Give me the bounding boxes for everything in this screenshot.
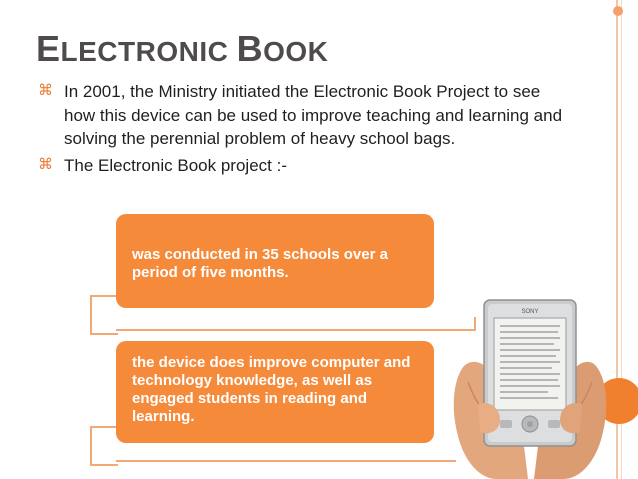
ebook-reader-icon [450, 296, 610, 479]
connector-line-1 [90, 295, 118, 335]
bullet-marker-icon: ⌘ [38, 155, 53, 173]
info-box-1: was conducted in 35 schools over a period of five months. [116, 214, 434, 308]
bullet-item [38, 154, 568, 178]
connector-line-1-right [116, 329, 476, 331]
connector-line-2 [90, 426, 118, 466]
title-cap-b: B [236, 28, 264, 69]
bullet-list [38, 80, 568, 180]
edge-dot-top [613, 6, 623, 16]
bullet-text: In 2001, the Ministry initiated the Electronic Book Project to see how this device can be used to improve teaching and learning and solving the perennial problem of heavy school bags. [64, 82, 563, 148]
bullet-text: The Electronic Book project :- [64, 155, 287, 175]
title-part-1: LECTRONIC [60, 36, 237, 67]
title-cap-e: E [36, 28, 61, 69]
bullet-marker-icon: ⌘ [38, 82, 53, 99]
bullet-item [38, 80, 568, 151]
title-part-2: OOK [263, 36, 329, 67]
device-brand: SONY [521, 309, 539, 315]
slide-title [36, 28, 328, 70]
connector-line-2-right [116, 460, 456, 462]
info-box-2: the device does improve computer and technology knowledge, as well as engaged students in reading and learning. [116, 341, 434, 443]
